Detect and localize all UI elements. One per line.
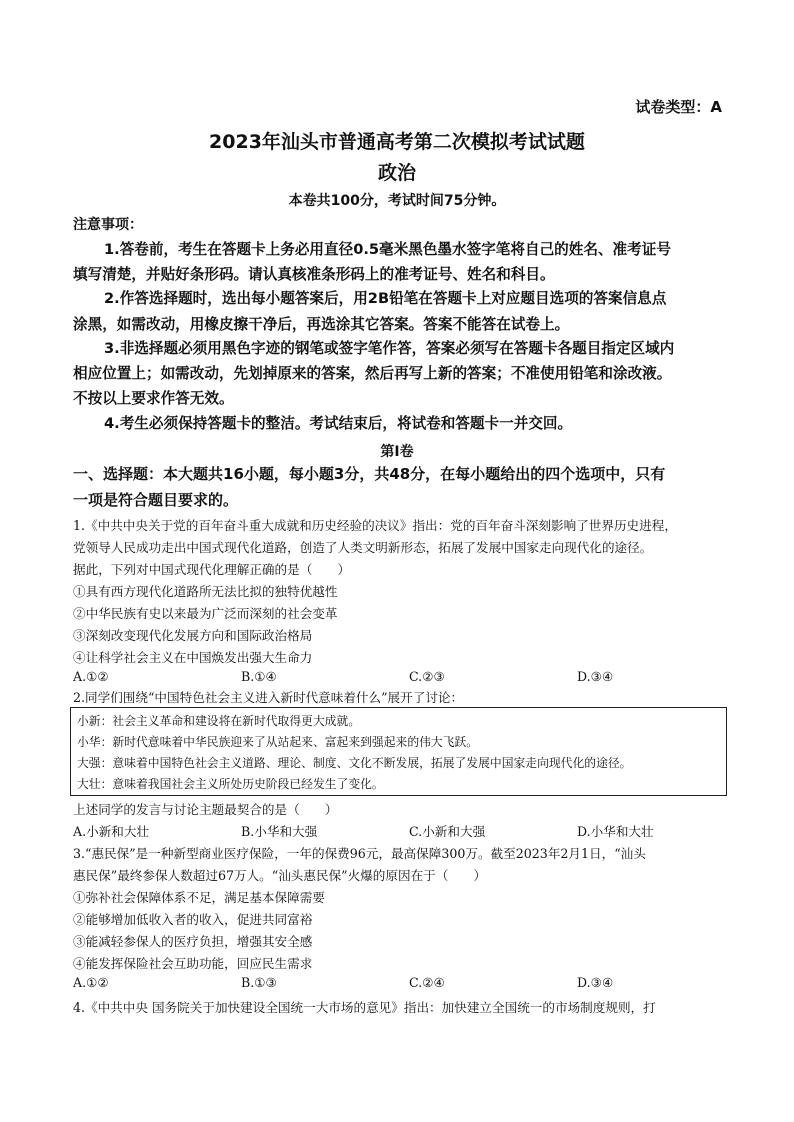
question-2-question: 上述同学的发言与讨论主题最契合的是（ ） [73, 802, 338, 817]
discussion-line: 大壮：意味着我国社会主义所处历史阶段已经发生了变化。 [77, 777, 384, 791]
option-b[interactable]: B.小华和大强 [241, 824, 318, 839]
question-3-item: ③能减轻参保人的医疗负担，增强其安全感 [73, 934, 313, 949]
question-1-item: ③深刻改变现代化发展方向和国际政治格局 [73, 628, 313, 643]
question-2-stem: 2.同学们围绕“中国特色社会主义进入新时代意味着什么”展开了讨论： [73, 690, 464, 705]
option-a[interactable]: A.①② [73, 975, 109, 990]
question-3-item: ①弥补社会保障体系不足，满足基本保障需要 [73, 890, 325, 905]
section-heading: 一项是符合题目要求的。 [73, 491, 239, 509]
option-d[interactable]: D.③④ [577, 669, 614, 684]
score-info: 本卷共100分，考试时间75分钟。 [288, 193, 506, 209]
question-3-item: ②能够增加低收入者的收入，促进共同富裕 [73, 912, 313, 927]
exam-title: 2023年汕头市普通高考第二次模拟考试试题 [209, 131, 585, 153]
notice-line: 4.考生必须保持答题卡的整洁。考试结束后，将试卷和答题卡一并交回。 [104, 415, 573, 432]
option-a[interactable]: A.小新和大壮 [73, 824, 150, 839]
discussion-line: 小华：新时代意味着中华民族迎来了从站起来、富起来到强起来的伟大飞跃。 [77, 735, 479, 749]
question-4-stem: 4.《中共中央 国务院关于加快建设全国统一大市场的意见》指出：加快建立全国统一的市场制度规则，打 [73, 1000, 656, 1015]
question-1-stem: 1.《中共中央关于党的百年奋斗重大成就和历史经验的决议》指出：党的百年奋斗深刻影响了世界历史进程， [73, 518, 677, 533]
option-d[interactable]: D.小华和大壮 [577, 824, 654, 839]
discussion-box [70, 707, 727, 796]
volume-label: 第Ⅰ卷 [380, 444, 414, 460]
notice-line: 1.答卷前，考生在答题卡上务必用直径0.5毫米黑色墨水签字笔将自己的姓名、准考证号 [104, 241, 671, 258]
notice-line: 相应位置上；如需改动，先划掉原来的答案，然后再写上新的答案；不准使用铅笔和涂改液。 [73, 365, 672, 382]
question-1-item: ①具有西方现代化道路所无法比拟的独特优越性 [73, 584, 338, 599]
question-1-item: ④让科学社会主义在中国焕发出强大生命力 [73, 650, 313, 665]
notice-heading: 注意事项： [73, 217, 143, 233]
notice-line: 不按以上要求作答无效。 [73, 390, 234, 407]
section-heading: 一、选择题：本大题共16小题，每小题3分，共48分，在每小题给出的四个选项中，只有 [73, 465, 666, 483]
question-1-stem: 据此，下列对中国式现代化理解正确的是（ ） [73, 562, 351, 577]
option-b[interactable]: B.①④ [241, 669, 277, 684]
question-1-stem: 党领导人民成功走出中国式现代化道路，创造了人类文明新形态，拓展了发展中国家走向现代化的途径。 [73, 540, 653, 555]
question-3-item: ④能发挥保险社会互助功能，回应民生需求 [73, 956, 313, 971]
option-c[interactable]: C.②④ [409, 975, 445, 990]
notice-line: 填写清楚，并贴好条形码。请认真核准条形码上的准考证号、姓名和科目。 [73, 266, 555, 283]
discussion-line: 大强：意味着中国特色社会主义道路、理论、制度、文化不断发展，拓展了发展中国家走向现代化的途径。 [77, 756, 632, 770]
option-c[interactable]: C.②③ [409, 669, 445, 684]
option-a[interactable]: A.①② [73, 669, 109, 684]
subject-title: 政治 [377, 162, 416, 184]
question-3-stem: 3.“惠民保”是一种新型商业医疗保险，一年的保费96元，最高保障300万。截至2023年2月1日，“汕头 [73, 846, 646, 861]
option-d[interactable]: D.③④ [577, 975, 614, 990]
notice-line: 涂黑，如需改动，用橡皮擦干净后，再选涂其它答案。答案不能答在试卷上。 [73, 316, 570, 333]
option-b[interactable]: B.①③ [241, 975, 277, 990]
question-1-item: ②中华民族有史以来最为广泛而深刻的社会变革 [73, 606, 338, 621]
notice-line: 3.非选择题必须用黑色字迹的钢笔或签字笔作答，答案必须写在答题卡各题目指定区域内 [104, 340, 675, 357]
discussion-line: 小新：社会主义革命和建设将在新时代取得更大成就。 [77, 714, 361, 728]
option-c[interactable]: C.小新和大强 [409, 824, 486, 839]
notice-line: 2.作答选择题时，选出每小题答案后，用2B铅笔在答题卡上对应题目选项的答案信息点 [104, 290, 667, 307]
paper-type-label: 试卷类型：A [635, 98, 722, 116]
question-3-stem: 惠民保”最终参保人数超过67万人。“汕头惠民保”火爆的原因在于（ ） [73, 868, 487, 883]
